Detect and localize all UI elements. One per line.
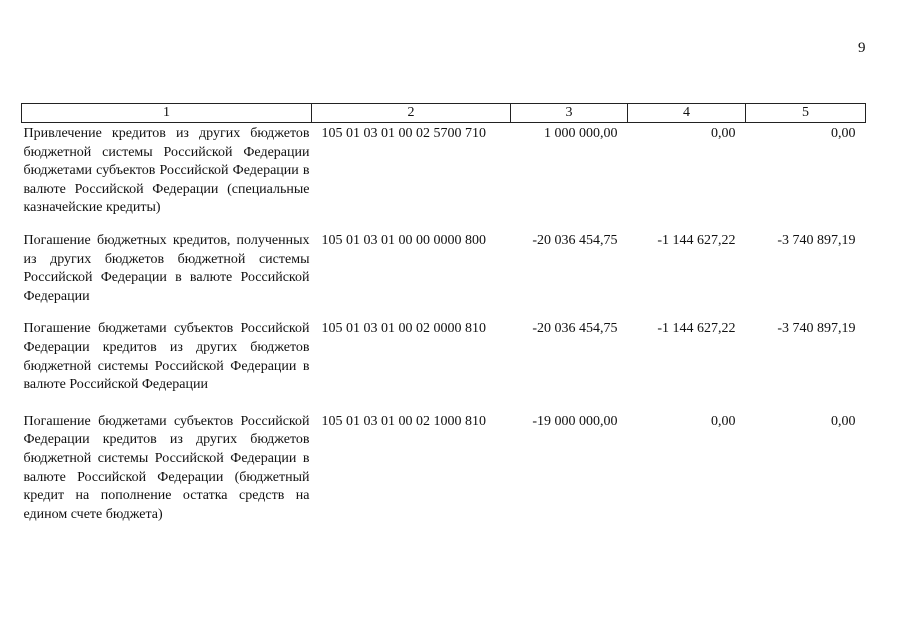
row-value-col5: 0,00: [831, 126, 856, 141]
column-header-3: 3: [511, 104, 628, 123]
row-value-col4: 0,00: [711, 126, 736, 141]
row-value-col3: -19 000 000,00: [532, 413, 618, 429]
row-name: Погашение бюджетных кредитов, полученных из других бюджетов бюджетной системы Российской Федерации в валюте Российской Федерации: [23, 232, 310, 304]
row-value-col5: 0,00: [831, 413, 856, 429]
row-value-col4: -1 144 627,22: [657, 321, 736, 337]
row-code: 105 01 03 01 00 00 0000 800: [321, 232, 486, 248]
table-row: [22, 407, 866, 537]
table-row: [22, 318, 866, 406]
table-row: [22, 230, 866, 318]
page-number: 9: [858, 40, 866, 56]
row-value-col5: -3 740 897,19: [777, 232, 856, 248]
column-header-5: 5: [746, 104, 866, 123]
row-value-col3: 1 000 000,00: [544, 126, 618, 141]
row-name: Погашение бюджетами субъектов Российской Федерации кредитов из других бюджетов бюджетной системы Российской Федерации в валюте Российской Федерации: [23, 321, 310, 393]
row-value-col3: -20 036 454,75: [532, 321, 618, 337]
column-header-2: 2: [312, 104, 511, 123]
row-name: Погашение бюджетами субъектов Российской Федерации кредитов из других бюджетов бюджетной системы Российской Федерации в валюте Российской Федерации (бюджетный кредит на пополнение остатка средств на едином счете бюджета): [23, 413, 310, 522]
table-row: [22, 123, 866, 230]
table-header-row: [22, 104, 866, 123]
row-code: 105 01 03 01 00 02 0000 810: [321, 321, 486, 337]
row-value-col5: -3 740 897,19: [777, 321, 856, 337]
column-header-1: 1: [22, 104, 312, 123]
row-value-col3: -20 036 454,75: [532, 232, 618, 248]
column-header-4: 4: [628, 104, 746, 123]
row-value-col4: -1 144 627,22: [657, 232, 736, 248]
row-code: 105 01 03 01 00 02 1000 810: [321, 413, 486, 429]
row-value-col4: 0,00: [711, 413, 736, 429]
budget-sources-table: [21, 103, 866, 536]
row-code: 105 01 03 01 00 02 5700 710: [321, 126, 486, 141]
row-name: Привлечение кредитов из других бюджетов бюджетной системы Российской Федерации бюджетами субъектов Российской Федерации в валюте Российской Федерации (специальные казначейские кредиты): [23, 126, 310, 216]
